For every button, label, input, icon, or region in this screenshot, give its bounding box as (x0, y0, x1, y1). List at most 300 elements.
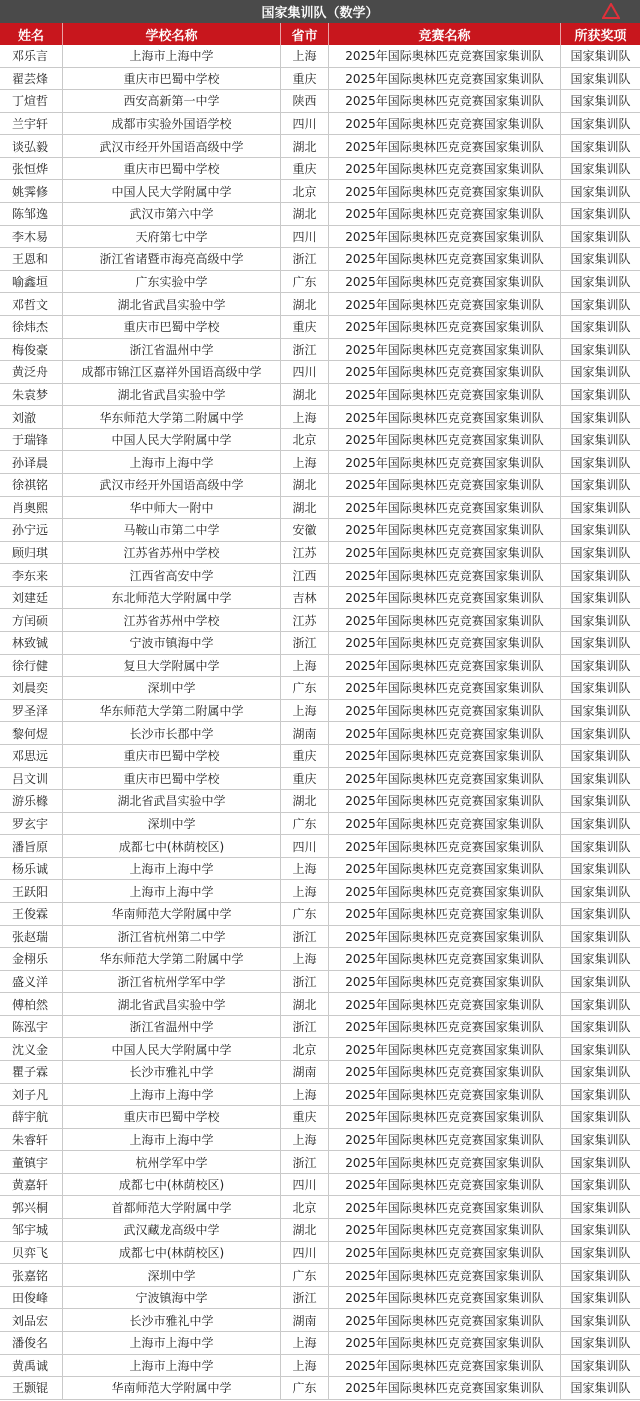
cell-award: 国家集训队 (560, 835, 640, 857)
cell-school: 浙江省诸暨市海亮高级中学 (62, 248, 280, 270)
cell-school: 成都市锦江区嘉祥外国语高级中学 (62, 361, 280, 383)
cell-province: 江西 (280, 564, 328, 586)
cell-competition: 2025年国际奥林匹克竞赛国家集训队 (328, 158, 560, 180)
cell-award: 国家集训队 (560, 542, 640, 564)
table-row (0, 158, 640, 181)
cell-school: 华南师范大学附属中学 (62, 1377, 280, 1399)
table-row (0, 384, 640, 407)
table-row (0, 248, 640, 271)
cell-award: 国家集训队 (560, 1174, 640, 1196)
cell-province: 上海 (280, 858, 328, 880)
cell-award: 国家集训队 (560, 632, 640, 654)
table-row (0, 1061, 640, 1084)
table-row (0, 68, 640, 91)
cell-competition: 2025年国际奥林匹克竞赛国家集训队 (328, 1016, 560, 1038)
cell-province: 湖北 (280, 497, 328, 519)
cell-school: 上海市上海中学 (62, 1332, 280, 1354)
cell-school: 江苏省苏州中学校 (62, 542, 280, 564)
cell-province: 重庆 (280, 745, 328, 767)
cell-award: 国家集训队 (560, 1242, 640, 1264)
cell-competition: 2025年国际奥林匹克竞赛国家集训队 (328, 677, 560, 699)
cell-award: 国家集训队 (560, 45, 640, 67)
table-header-row (0, 23, 640, 45)
cell-school: 杭州学军中学 (62, 1151, 280, 1173)
cell-province: 陕西 (280, 90, 328, 112)
cell-name: 张赵瑞 (12, 929, 49, 944)
cell-school: 华东师范大学第二附属中学 (62, 406, 280, 428)
cell-competition: 2025年国际奥林匹克竞赛国家集训队 (328, 745, 560, 767)
cell-province: 湖北 (280, 384, 328, 406)
cell-school: 上海市上海中学 (62, 1355, 280, 1377)
cell-competition: 2025年国际奥林匹克竞赛国家集训队 (328, 68, 560, 90)
cell-name: 邓哲文 (12, 297, 49, 312)
cell-school: 广东实验中学 (62, 271, 280, 293)
table-row (0, 1287, 640, 1310)
table-row (0, 971, 640, 994)
cell-school: 江苏省苏州中学校 (62, 609, 280, 631)
cell-name: 徐行健 (12, 658, 49, 673)
cell-competition: 2025年国际奥林匹克竞赛国家集训队 (328, 1332, 560, 1354)
table-row (0, 858, 640, 881)
cell-competition: 2025年国际奥林匹克竞赛国家集训队 (328, 1084, 560, 1106)
cell-award: 国家集训队 (560, 68, 640, 90)
cell-school: 重庆市巴蜀中学校 (62, 1106, 280, 1128)
cell-name: 王跃阳 (12, 884, 49, 899)
cell-school: 深圳中学 (62, 1264, 280, 1286)
table-row (0, 1264, 640, 1287)
cell-name: 董镇宇 (12, 1155, 49, 1170)
cell-school: 中国人民大学附属中学 (62, 1038, 280, 1060)
cell-award: 国家集训队 (560, 1151, 640, 1173)
cell-province: 四川 (280, 1242, 328, 1264)
cell-competition: 2025年国际奥林匹克竞赛国家集训队 (328, 361, 560, 383)
cell-school: 上海市上海中学 (62, 1129, 280, 1151)
cell-school: 宁波镇海中学 (62, 1287, 280, 1309)
cell-province: 江苏 (280, 609, 328, 631)
cell-province: 上海 (280, 880, 328, 902)
cell-award: 国家集训队 (560, 993, 640, 1015)
cell-award: 国家集训队 (560, 519, 640, 541)
cell-name: 喻鑫垣 (12, 275, 49, 290)
cell-province: 广东 (280, 903, 328, 925)
cell-award: 国家集训队 (560, 655, 640, 677)
table-title-bar (0, 0, 640, 23)
cell-school: 深圳中学 (62, 813, 280, 835)
table-row (0, 113, 640, 136)
cell-province: 重庆 (280, 768, 328, 790)
cell-province: 浙江 (280, 632, 328, 654)
cell-province: 北京 (280, 1196, 328, 1218)
cell-competition: 2025年国际奥林匹克竞赛国家集训队 (328, 1106, 560, 1128)
cell-province: 广东 (280, 271, 328, 293)
cell-name: 杨乐诚 (12, 862, 49, 877)
table-title: 国家集训队（数学） (261, 6, 379, 21)
header-school: 学校名称 (62, 23, 280, 45)
cell-name: 朱袁梦 (12, 387, 49, 402)
cell-competition: 2025年国际奥林匹克竞赛国家集训队 (328, 790, 560, 812)
cell-school: 成都七中(林荫校区) (62, 835, 280, 857)
cell-province: 四川 (280, 1174, 328, 1196)
table-row (0, 316, 640, 339)
cell-province: 上海 (280, 700, 328, 722)
cell-school: 上海市上海中学 (62, 451, 280, 473)
cell-school: 重庆市巴蜀中学校 (62, 768, 280, 790)
cell-school: 武汉市经开外国语高级中学 (62, 474, 280, 496)
cell-competition: 2025年国际奥林匹克竞赛国家集训队 (328, 722, 560, 744)
cell-competition: 2025年国际奥林匹克竞赛国家集训队 (328, 655, 560, 677)
cell-name: 邓思远 (12, 749, 49, 764)
cell-school: 长沙市雅礼中学 (62, 1309, 280, 1331)
cell-name: 李东来 (12, 568, 49, 583)
cell-award: 国家集训队 (560, 564, 640, 586)
cell-name: 兰宇轩 (12, 117, 49, 132)
cell-province: 上海 (280, 1332, 328, 1354)
cell-name: 薛宇航 (12, 1110, 49, 1125)
cell-award: 国家集训队 (560, 90, 640, 112)
cell-competition: 2025年国际奥林匹克竞赛国家集训队 (328, 203, 560, 225)
cell-name: 孙宁远 (12, 523, 49, 538)
cell-school: 深圳中学 (62, 677, 280, 699)
cell-province: 湖北 (280, 293, 328, 315)
table-row (0, 1242, 640, 1265)
cell-province: 北京 (280, 180, 328, 202)
cell-name: 盛义洋 (12, 974, 49, 989)
cell-competition: 2025年国际奥林匹克竞赛国家集训队 (328, 248, 560, 270)
cell-name: 徐祺铭 (12, 478, 49, 493)
table-row (0, 271, 640, 294)
cell-competition: 2025年国际奥林匹克竞赛国家集训队 (328, 993, 560, 1015)
table-body (0, 45, 640, 1400)
cell-name: 沈义金 (12, 1042, 49, 1057)
cell-award: 国家集训队 (560, 226, 640, 248)
cell-school: 首都师范大学附属中学 (62, 1196, 280, 1218)
cell-province: 湖南 (280, 722, 328, 744)
cell-name: 刘晨奕 (12, 681, 49, 696)
cell-award: 国家集训队 (560, 700, 640, 722)
cell-name: 金栩乐 (12, 952, 49, 967)
cell-name: 王颢锟 (12, 1381, 49, 1396)
cell-award: 国家集训队 (560, 406, 640, 428)
cell-province: 湖南 (280, 1061, 328, 1083)
cell-competition: 2025年国际奥林匹克竞赛国家集训队 (328, 226, 560, 248)
table-row (0, 768, 640, 791)
cell-name: 朱睿轩 (12, 1133, 49, 1148)
table-row (0, 429, 640, 452)
cell-province: 安徽 (280, 519, 328, 541)
cell-name: 张嘉铭 (12, 1268, 49, 1283)
cell-award: 国家集训队 (560, 113, 640, 135)
cell-name: 肖奥熙 (12, 500, 49, 515)
cell-province: 湖南 (280, 1309, 328, 1331)
cell-competition: 2025年国际奥林匹克竞赛国家集训队 (328, 632, 560, 654)
table-row (0, 564, 640, 587)
cell-award: 国家集训队 (560, 248, 640, 270)
cell-school: 湖北省武昌实验中学 (62, 293, 280, 315)
cell-award: 国家集训队 (560, 1129, 640, 1151)
cell-competition: 2025年国际奥林匹克竞赛国家集训队 (328, 813, 560, 835)
cell-award: 国家集训队 (560, 451, 640, 473)
cell-award: 国家集训队 (560, 158, 640, 180)
cell-province: 浙江 (280, 971, 328, 993)
cell-school: 湖北省武昌实验中学 (62, 384, 280, 406)
cell-school: 成都七中(林荫校区) (62, 1242, 280, 1264)
cell-award: 国家集训队 (560, 1016, 640, 1038)
cell-school: 浙江省温州中学 (62, 339, 280, 361)
cell-award: 国家集训队 (560, 813, 640, 835)
cell-school: 浙江省杭州第二中学 (62, 926, 280, 948)
cell-award: 国家集训队 (560, 293, 640, 315)
cell-province: 重庆 (280, 158, 328, 180)
cell-award: 国家集训队 (560, 858, 640, 880)
cell-school: 长沙市长郡中学 (62, 722, 280, 744)
cell-province: 浙江 (280, 1151, 328, 1173)
table-row (0, 1309, 640, 1332)
cell-province: 广东 (280, 1377, 328, 1399)
cell-province: 湖北 (280, 203, 328, 225)
cell-province: 湖北 (280, 1219, 328, 1241)
table-row (0, 1219, 640, 1242)
cell-name: 吕文训 (12, 771, 49, 786)
table-row (0, 813, 640, 836)
table-row (0, 90, 640, 113)
cell-province: 浙江 (280, 926, 328, 948)
header-name: 姓名 (17, 28, 44, 44)
cell-name: 黎何煜 (12, 726, 49, 741)
cell-award: 国家集训队 (560, 1332, 640, 1354)
cell-competition: 2025年国际奥林匹克竞赛国家集训队 (328, 768, 560, 790)
cell-name: 方闰硕 (12, 613, 49, 628)
cell-province: 湖北 (280, 135, 328, 157)
cell-province: 北京 (280, 1038, 328, 1060)
cell-competition: 2025年国际奥林匹克竞赛国家集训队 (328, 858, 560, 880)
cell-competition: 2025年国际奥林匹克竞赛国家集训队 (328, 135, 560, 157)
cell-school: 天府第七中学 (62, 226, 280, 248)
table-row (0, 1174, 640, 1197)
cell-award: 国家集训队 (560, 180, 640, 202)
cell-competition: 2025年国际奥林匹克竞赛国家集训队 (328, 1264, 560, 1286)
cell-award: 国家集训队 (560, 609, 640, 631)
cell-school: 重庆市巴蜀中学校 (62, 68, 280, 90)
cell-name: 刘建廷 (12, 591, 49, 606)
cell-school: 西安高新第一中学 (62, 90, 280, 112)
cell-school: 成都七中(林荫校区) (62, 1174, 280, 1196)
cell-school: 华中师大一附中 (62, 497, 280, 519)
cell-name: 刘澈 (12, 410, 37, 425)
cell-award: 国家集训队 (560, 587, 640, 609)
cell-school: 成都市实验外国语学校 (62, 113, 280, 135)
cell-school: 江西省高安中学 (62, 564, 280, 586)
table-row (0, 1377, 640, 1400)
cell-province: 湖北 (280, 474, 328, 496)
cell-competition: 2025年国际奥林匹克竞赛国家集训队 (328, 45, 560, 67)
cell-province: 四川 (280, 361, 328, 383)
cell-province: 上海 (280, 655, 328, 677)
table-row (0, 835, 640, 858)
cell-competition: 2025年国际奥林匹克竞赛国家集训队 (328, 948, 560, 970)
table-row (0, 1084, 640, 1107)
cell-award: 国家集训队 (560, 903, 640, 925)
cell-competition: 2025年国际奥林匹克竞赛国家集训队 (328, 1038, 560, 1060)
cell-province: 广东 (280, 677, 328, 699)
table-row (0, 474, 640, 497)
cell-name: 邓乐言 (12, 49, 49, 64)
cell-school: 武汉藏龙高级中学 (62, 1219, 280, 1241)
cell-name: 王俊霖 (12, 907, 49, 922)
cell-award: 国家集训队 (560, 768, 640, 790)
cell-province: 四川 (280, 226, 328, 248)
cell-competition: 2025年国际奥林匹克竞赛国家集训队 (328, 519, 560, 541)
cell-award: 国家集训队 (560, 1355, 640, 1377)
cell-competition: 2025年国际奥林匹克竞赛国家集训队 (328, 542, 560, 564)
cell-school: 浙江省杭州学军中学 (62, 971, 280, 993)
table-row (0, 542, 640, 565)
cell-award: 国家集训队 (560, 1038, 640, 1060)
cell-name: 潘俊名 (12, 1336, 49, 1351)
cell-competition: 2025年国际奥林匹克竞赛国家集训队 (328, 90, 560, 112)
cell-award: 国家集训队 (560, 271, 640, 293)
table-row (0, 406, 640, 429)
table-row (0, 1332, 640, 1355)
cell-competition: 2025年国际奥林匹克竞赛国家集训队 (328, 926, 560, 948)
cell-school: 浙江省温州中学 (62, 1016, 280, 1038)
cell-award: 国家集训队 (560, 1061, 640, 1083)
header-award: 所获奖项 (560, 23, 640, 45)
table-row (0, 1151, 640, 1174)
cell-province: 上海 (280, 1129, 328, 1151)
cell-name: 黄嘉轩 (12, 1178, 49, 1193)
cell-award: 国家集训队 (560, 1084, 640, 1106)
cell-province: 浙江 (280, 1016, 328, 1038)
cell-competition: 2025年国际奥林匹克竞赛国家集训队 (328, 700, 560, 722)
cell-province: 浙江 (280, 248, 328, 270)
cell-award: 国家集训队 (560, 361, 640, 383)
table-row (0, 700, 640, 723)
table-row (0, 745, 640, 768)
cell-award: 国家集训队 (560, 722, 640, 744)
table-row (0, 1038, 640, 1061)
cell-school: 湖北省武昌实验中学 (62, 790, 280, 812)
cell-name: 丁煊哲 (12, 94, 49, 109)
table-row (0, 655, 640, 678)
cell-competition: 2025年国际奥林匹克竞赛国家集训队 (328, 835, 560, 857)
cell-name: 于瑞锋 (12, 433, 49, 448)
cell-competition: 2025年国际奥林匹克竞赛国家集训队 (328, 1151, 560, 1173)
cell-school: 上海市上海中学 (62, 1084, 280, 1106)
table-row (0, 45, 640, 68)
cell-province: 重庆 (280, 1106, 328, 1128)
cell-province: 上海 (280, 45, 328, 67)
cell-province: 广东 (280, 1264, 328, 1286)
cell-school: 重庆市巴蜀中学校 (62, 158, 280, 180)
table-row (0, 880, 640, 903)
cell-province: 江苏 (280, 542, 328, 564)
cell-competition: 2025年国际奥林匹克竞赛国家集训队 (328, 1377, 560, 1399)
cell-name: 黄禹诚 (12, 1358, 49, 1373)
cell-competition: 2025年国际奥林匹克竞赛国家集训队 (328, 609, 560, 631)
cell-award: 国家集训队 (560, 1377, 640, 1399)
cell-competition: 2025年国际奥林匹克竞赛国家集训队 (328, 384, 560, 406)
cell-award: 国家集训队 (560, 790, 640, 812)
table-row (0, 609, 640, 632)
cell-name: 顾归琪 (12, 546, 49, 560)
cell-name: 陈泓宇 (12, 1020, 49, 1035)
cell-award: 国家集训队 (560, 926, 640, 948)
cell-province: 上海 (280, 948, 328, 970)
cell-name: 傅柏然 (12, 997, 49, 1012)
cell-province: 吉林 (280, 587, 328, 609)
table-row (0, 1129, 640, 1152)
cell-school: 重庆市巴蜀中学校 (62, 316, 280, 338)
cell-school: 武汉市经开外国语高级中学 (62, 135, 280, 157)
cell-province: 北京 (280, 429, 328, 451)
cell-school: 复旦大学附属中学 (62, 655, 280, 677)
cell-name: 陈邹逸 (12, 207, 49, 222)
cell-province: 浙江 (280, 339, 328, 361)
table-row (0, 1106, 640, 1129)
header-competition: 竞赛名称 (328, 23, 560, 45)
cell-school: 长沙市雅礼中学 (62, 1061, 280, 1083)
table-row (0, 1016, 640, 1039)
cell-competition: 2025年国际奥林匹克竞赛国家集训队 (328, 271, 560, 293)
cell-school: 华南师范大学附属中学 (62, 903, 280, 925)
cell-name: 姚霁修 (12, 184, 49, 199)
cell-award: 国家集训队 (560, 880, 640, 902)
cell-competition: 2025年国际奥林匹克竞赛国家集训队 (328, 1309, 560, 1331)
cell-province: 上海 (280, 451, 328, 473)
cell-province: 四川 (280, 835, 328, 857)
cell-province: 浙江 (280, 1287, 328, 1309)
table-row (0, 948, 640, 971)
cell-name: 孙译晨 (12, 455, 49, 470)
cell-competition: 2025年国际奥林匹克竞赛国家集训队 (328, 113, 560, 135)
cell-award: 国家集训队 (560, 1309, 640, 1331)
cell-name: 潘旨原 (12, 839, 49, 854)
cell-competition: 2025年国际奥林匹克竞赛国家集训队 (328, 1219, 560, 1241)
cell-award: 国家集训队 (560, 384, 640, 406)
cell-school: 上海市上海中学 (62, 45, 280, 67)
cell-competition: 2025年国际奥林匹克竞赛国家集训队 (328, 587, 560, 609)
cell-competition: 2025年国际奥林匹克竞赛国家集训队 (328, 1287, 560, 1309)
cell-name: 林致铖 (12, 636, 49, 651)
cell-province: 上海 (280, 406, 328, 428)
cell-award: 国家集训队 (560, 429, 640, 451)
cell-name: 贝弈飞 (12, 1245, 49, 1260)
cell-competition: 2025年国际奥林匹克竞赛国家集训队 (328, 497, 560, 519)
table-row (0, 203, 640, 226)
table-row (0, 677, 640, 700)
table-row (0, 903, 640, 926)
table-row (0, 180, 640, 203)
cell-school: 重庆市巴蜀中学校 (62, 745, 280, 767)
table-row (0, 790, 640, 813)
cell-school: 上海市上海中学 (62, 858, 280, 880)
cell-province: 上海 (280, 1084, 328, 1106)
table-row (0, 519, 640, 542)
table-row (0, 632, 640, 655)
cell-award: 国家集训队 (560, 1219, 640, 1241)
cell-award: 国家集训队 (560, 474, 640, 496)
cell-award: 国家集训队 (560, 1287, 640, 1309)
table-row (0, 451, 640, 474)
table-row (0, 361, 640, 384)
cell-competition: 2025年国际奥林匹克竞赛国家集训队 (328, 429, 560, 451)
cell-school: 马鞍山市第二中学 (62, 519, 280, 541)
cell-competition: 2025年国际奥林匹克竞赛国家集训队 (328, 293, 560, 315)
cell-award: 国家集训队 (560, 339, 640, 361)
cell-award: 国家集训队 (560, 1264, 640, 1286)
cell-school: 东北师范大学附属中学 (62, 587, 280, 609)
cell-award: 国家集训队 (560, 677, 640, 699)
